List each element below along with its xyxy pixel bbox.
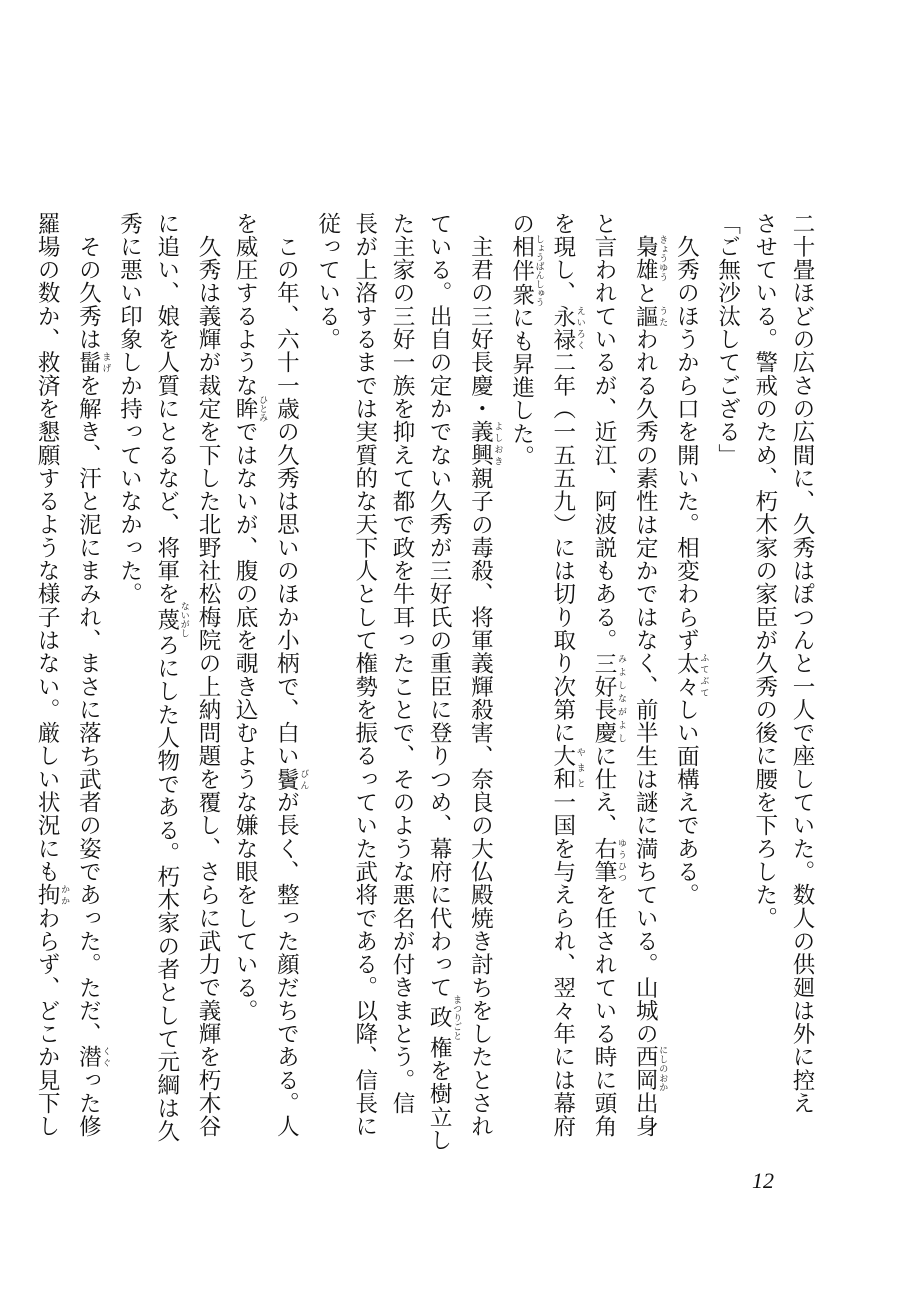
page-number: 12	[752, 1168, 774, 1193]
furigana-annotation: 髷 まげ	[75, 350, 111, 375]
text-line: 梟雄 きょうゆうと謳 うたわれる久秀の素性は定かではなく、前半生は謎に満ちている。山城の西岡 にしのおか出身	[632, 235, 668, 1139]
furigana-annotation: 拘 かか	[34, 883, 70, 907]
furigana-annotation: 永禄 えいろく	[549, 304, 585, 351]
text-line: を威圧するような眸 ひとみではないが、腹の底を覗き込むような嫌な眼をしている。	[232, 212, 268, 1023]
text-line: 羅場の数か、救済を懇願するような様子はない。厳しい状況にも拘 かかわらず、どこか見下し	[34, 212, 70, 1139]
text-line: ている。出自の定かでない久秀が三好氏の重臣に登りつめ、幕府に代わって政 まつりごと権を樹立し	[426, 212, 462, 1152]
text-line: に追い、娘を人質にとるなど、将軍を蔑 ないがしろにした人物である。朽木家の者として元綱は久	[153, 212, 189, 1143]
text-line: 従っている。	[314, 212, 341, 351]
text-line: 久秀のほうから口を開いた。相変わらず太々 ふてぶてしい面構えである。	[673, 212, 709, 907]
furigana-annotation: 鬢 びん	[273, 767, 309, 791]
text-line: の相伴衆 しょうばんしゅうにも昇進した。	[508, 212, 544, 469]
furigana-annotation: 右筆 ゆうひつ	[590, 837, 626, 884]
furigana-annotation: 梟雄 きょうゆう	[632, 235, 668, 282]
text-line: 長が上洛するまでは実質的な天下人として権勢を振るっていた武将である。以降、信長に	[351, 212, 378, 1138]
text-line: 秀に悪い印象しか持っていなかった。	[116, 212, 143, 606]
furigana-annotation: 太々 ふてぶて	[673, 651, 709, 699]
furigana-annotation: 蔑 ないがし	[153, 601, 189, 638]
text-line: を現し、永禄 えいろく二年（一五五九）には切り取り次第に大和 やまと一国を与えられ、翌々年には幕府	[549, 212, 585, 1139]
furigana-annotation: 眸 ひとみ	[232, 395, 268, 423]
text-line: 主君の三好長慶・義興 よしおき親子の毒殺、将軍義輝殺害、奈良の大仏殿焼き討ちをしたとされ	[467, 212, 503, 1139]
furigana-annotation: 政 まつりごと	[426, 995, 462, 1041]
text-line: 久秀は義輝が裁定を下した北野社松梅院の上納問題を覆し、さらに武力で義輝を朽木谷	[194, 212, 221, 1138]
text-line: この年、六十一歳の久秀は思いのほか小柄で、白い鬢 びんが長く、整った顔だちである。人	[273, 212, 309, 1139]
vertical-text-body	[34, 212, 820, 1152]
text-line: た主家の三好一族を抑えて都で政を牛耳ったことで、そのような悪名が付きまとう。信	[388, 212, 415, 1115]
text-line: その久秀は髷 まげを解き、汗と泥にまみれ、まさに落ち武者の姿であった。ただ、潜 くぐった修	[75, 212, 111, 1139]
furigana-annotation: 謳 うた	[632, 304, 668, 328]
furigana-annotation: 潜 くぐ	[75, 1045, 111, 1069]
furigana-annotation: 三好長慶 みよしながよし	[590, 651, 626, 745]
furigana-annotation: 大和 やまと	[549, 744, 585, 791]
furigana-annotation: 義興 よしおき	[467, 420, 503, 467]
furigana-annotation: 相伴衆 しょうばんしゅう	[508, 234, 544, 307]
text-line: 二十畳ほどの広さの広間に、久秀はぽつんと一人で座していた。数人の供廻は外に控え	[789, 212, 815, 1115]
text-line: 「ご無沙汰してござる」	[714, 212, 741, 467]
text-line: させている。警戒のため、朽木家の家臣が久秀の後に腰を下ろした。	[751, 212, 778, 930]
text-line: と言われているが、近江、阿波説もある。三好長慶 みよしながよしに仕え、右筆 ゆうひつを任されている時に頭角	[590, 212, 626, 1139]
furigana-annotation: 西岡 にしのおか	[632, 1045, 668, 1092]
